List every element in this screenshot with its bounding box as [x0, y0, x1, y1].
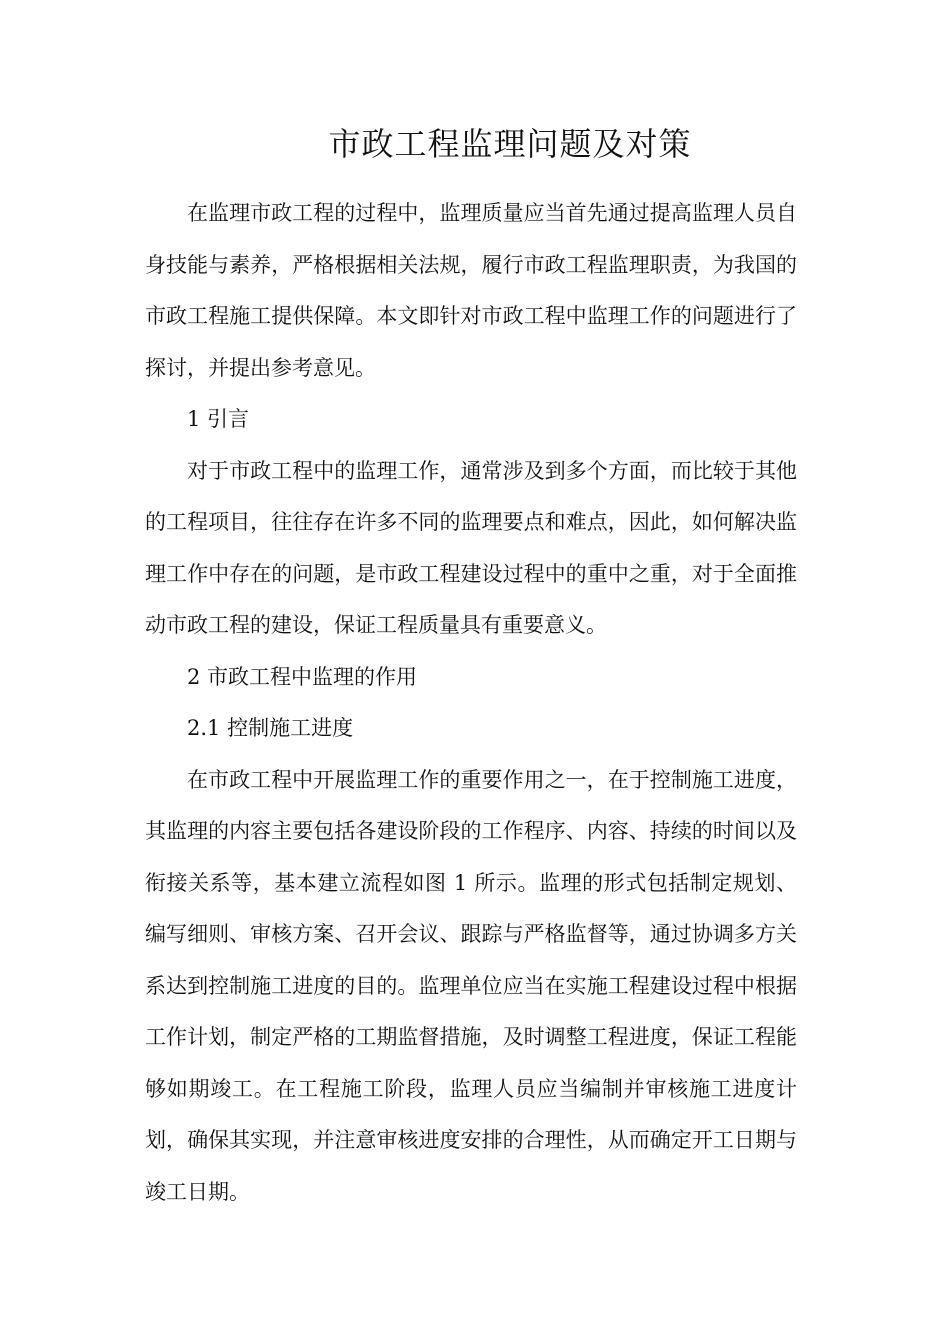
paragraph-section-1: 对于市政工程中的监理工作，通常涉及到多个方面，而比较于其他的工程项目，往往存在许多不同的监理要点和难点，因此，如何解决监理工作中存在的问题，是市政工程建设过程中的重中之重，对于全面推动市政工程的建设，保证工程质量具有重要意义。	[145, 458, 797, 637]
document-title: 市政工程监理问题及对策	[328, 125, 692, 163]
paragraph-intro: 在监理市政工程的过程中，监理质量应当首先通过提高监理人员自身技能与素养，严格根据相关法规，履行市政工程监理职责，为我国的市政工程施工提供保障。本文即针对市政工程中监理工作的问题进行了探讨，并提出参考意见。	[145, 201, 797, 380]
paragraph-section-2-1: 在市政工程中开展监理工作的重要作用之一，在于控制施工进度，其监理的内容主要包括各建设阶段的工作程序、内容、持续的时间以及衔接关系等，基本建立流程如图 1 所示。监理的形式包括制定规划、编写细则、审核方案、召开会议、跟踪与严格监督等，通过协调多方关系达到控制施工进度的目的。监理单位应当在实施工程建设过程中根据工作计划，制定严格的工期监督措施，及时调整工程进度，保证工程能够如期竣工。在工程施工阶段，监理人员应当编制并审核施工进度计划，确保其实现，并注意审核进度安排的合理性，从而确定开工日期与竣工日期。	[145, 767, 797, 1204]
section-heading-1: 1 引言	[187, 407, 250, 431]
subsection-heading-2-1: 2.1 控制施工进度	[187, 716, 354, 740]
document-body	[145, 188, 797, 1218]
section-heading-2: 2 市政工程中监理的作用	[187, 664, 418, 689]
